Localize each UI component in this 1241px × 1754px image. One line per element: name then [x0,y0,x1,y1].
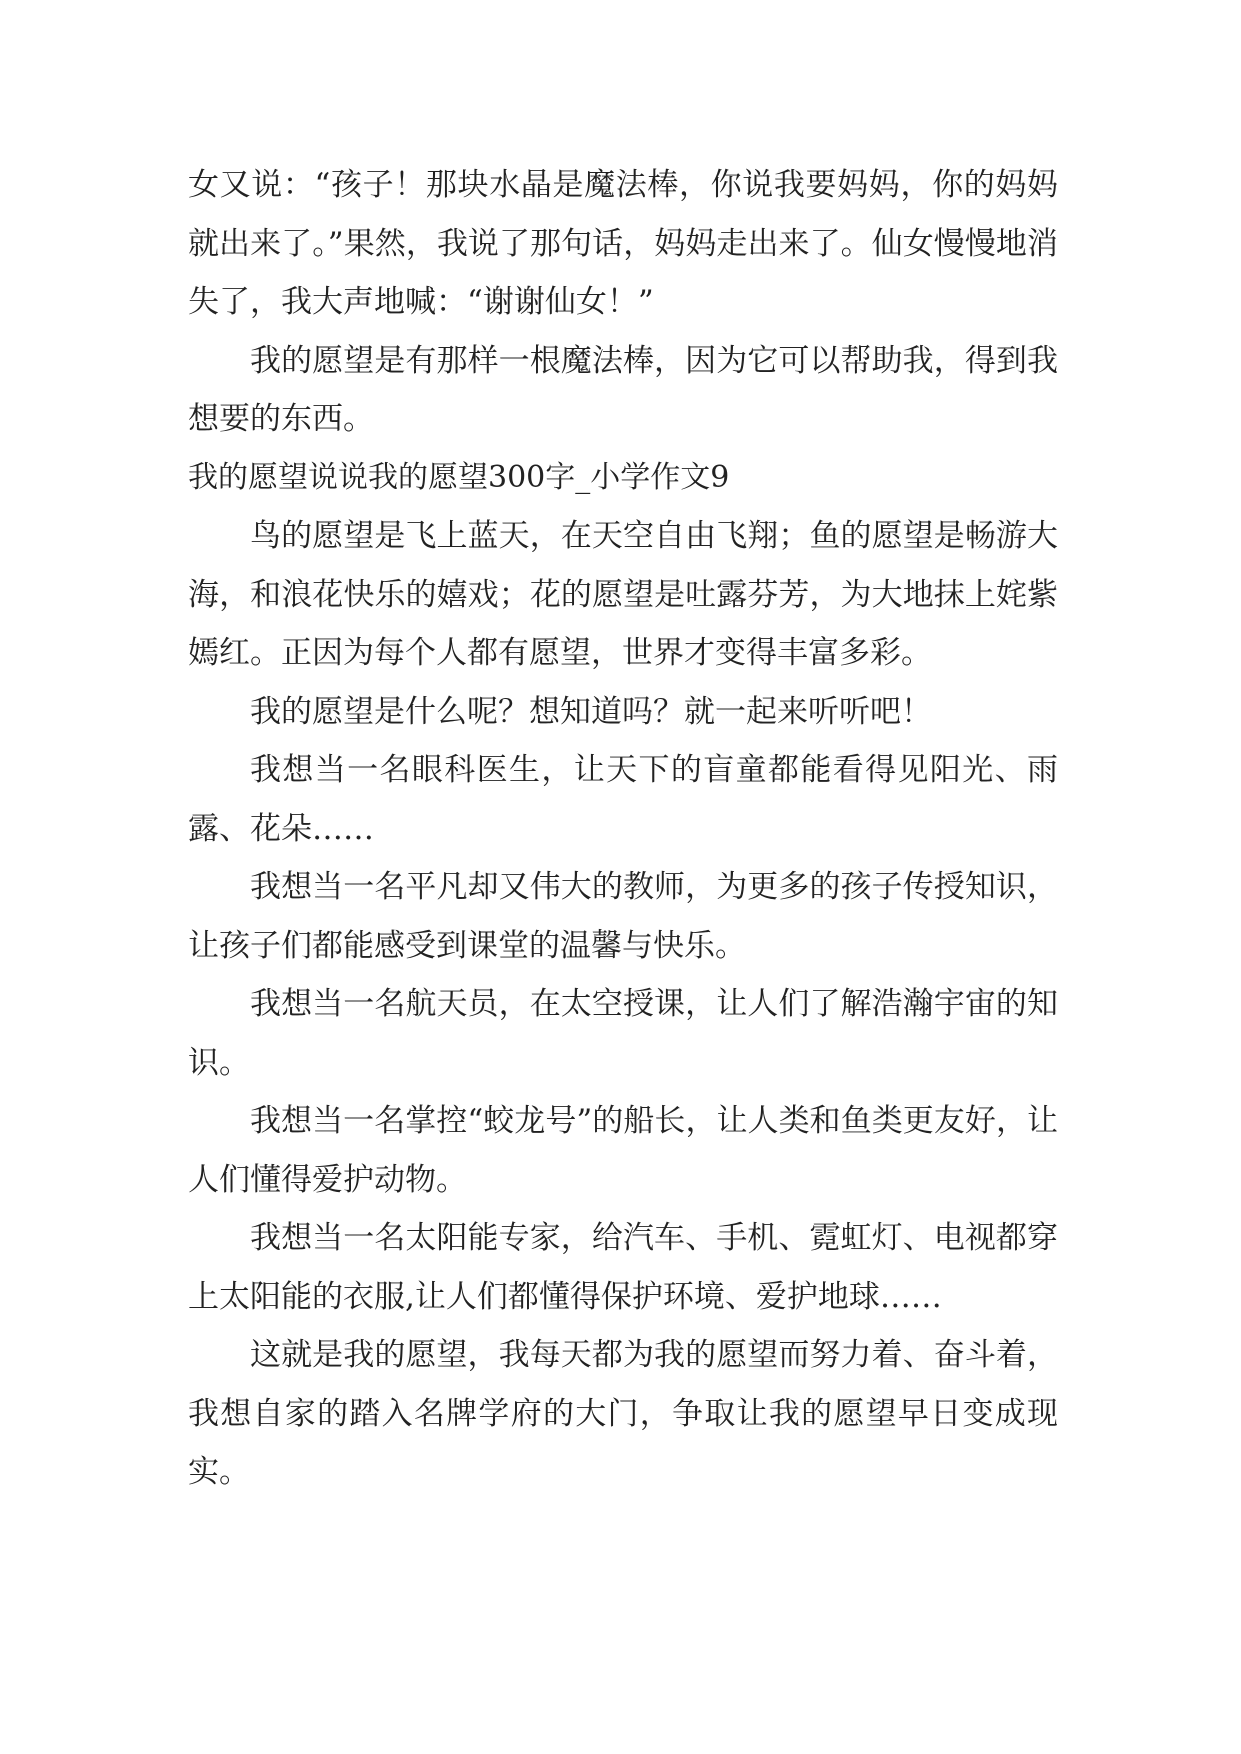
paragraph-question: 我的愿望是什么呢？想知道吗？就一起来听听吧！ [250,693,932,730]
paragraph-continuation: 女又说：“孩子！那块水晶是魔法棒，你说我要妈妈，你的妈妈就出来了。”果然，我说了那句话，妈妈走出来了。仙女慢慢地消失了，我大声地喊：“谢谢仙女！” [188,167,1058,320]
document-body [188,156,1058,1502]
paragraph-wish-magic-wand: 我的愿望是有那样一根魔法棒，因为它可以帮助我，得到我想要的东西。 [188,342,1058,437]
paragraph-conclusion: 这就是我的愿望，我每天都为我的愿望而努力着、奋斗着，我想自家的踏入名牌学府的大门，争取让我的愿望早日变成现实。 [188,1337,1058,1490]
paragraph-intro: 鸟的愿望是飞上蓝天，在天空自由飞翔；鱼的愿望是畅游大海，和浪花快乐的嬉戏；花的愿望是吐露芬芳，为大地抹上姹紫嫣红。正因为每个人都有愿望，世界才变得丰富多彩。 [188,518,1058,671]
paragraph-captain: 我想当一名掌控“蛟龙号”的船长，让人类和鱼类更友好，让人们懂得爱护动物。 [188,1103,1058,1198]
paragraph-astronaut: 我想当一名航天员，在太空授课，让人们了解浩瀚宇宙的知识。 [188,986,1058,1081]
paragraph-eye-doctor: 我想当一名眼科医生，让天下的盲童都能看得见阳光、雨露、花朵…… [188,752,1058,847]
paragraph-solar-expert: 我想当一名太阳能专家，给汽车、手机、霓虹灯、电视都穿上太阳能的衣服,让人们都懂得保护环境、爱护地球…… [188,1220,1058,1315]
paragraph-teacher: 我想当一名平凡却又伟大的教师，为更多的孩子传授知识，让孩子们都能感受到课堂的温馨与快乐。 [188,869,1058,964]
essay-title: 我的愿望说说我的愿望300字_小学作文9 [188,459,730,495]
